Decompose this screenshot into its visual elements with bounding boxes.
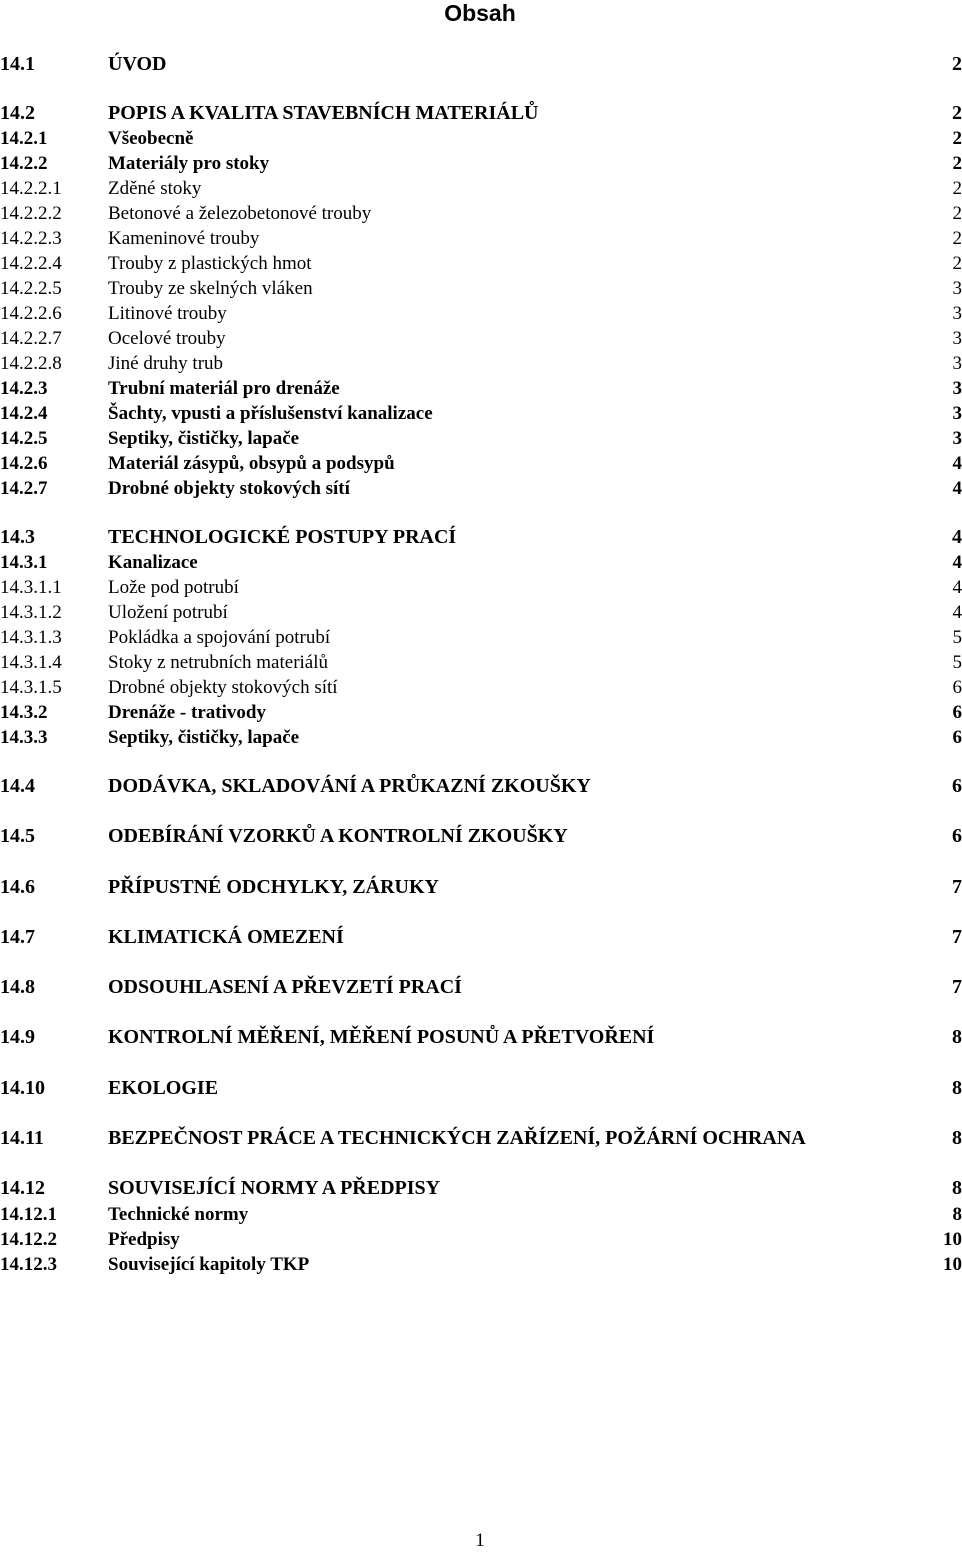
toc-entry-title: Technické normy — [108, 1202, 248, 1227]
toc-entry-page: 8 — [952, 1076, 962, 1101]
toc-entry-title: Ocelové trouby — [108, 326, 226, 351]
toc-entry-page: 8 — [953, 1202, 962, 1227]
toc-entry-page: 3 — [953, 301, 962, 326]
toc-entry-page: 6 — [953, 725, 962, 750]
toc-entry-number: 14.2.2.6 — [0, 301, 62, 326]
toc-entry-number: 14.12.3 — [0, 1252, 57, 1277]
toc-entry-number: 14.3.3 — [0, 725, 48, 750]
toc-entry-title: Zděné stoky — [108, 176, 201, 201]
toc-entry-title: Související kapitoly TKP — [108, 1252, 309, 1277]
toc-entry-title: ODSOUHLASENÍ A PŘEVZETÍ PRACÍ — [108, 975, 462, 1000]
toc-entry[interactable] — [0, 725, 962, 750]
toc-entry[interactable] — [0, 975, 962, 1000]
toc-entry[interactable] — [0, 650, 962, 675]
toc-entry-title: ODEBÍRÁNÍ VZORKŮ A KONTROLNÍ ZKOUŠKY — [108, 824, 568, 849]
toc-entry-page: 4 — [953, 550, 962, 575]
toc-entry-page: 3 — [953, 351, 962, 376]
toc-entry[interactable] — [0, 550, 962, 575]
toc-entry[interactable] — [0, 176, 962, 201]
toc-entry-title: PŘÍPUSTNÉ ODCHYLKY, ZÁRUKY — [108, 875, 439, 900]
toc-entry-title: Kanalizace — [108, 550, 198, 575]
toc-entry-title: Šachty, vpusti a příslušenství kanalizace — [108, 401, 433, 426]
toc-entry[interactable] — [0, 226, 962, 251]
toc-entry[interactable] — [0, 824, 962, 849]
toc-entry-title: Betonové a železobetonové trouby — [108, 201, 371, 226]
toc-entry-title: KONTROLNÍ MĚŘENÍ, MĚŘENÍ POSUNŮ A PŘETVOŘENÍ — [108, 1025, 654, 1050]
toc-entry-title: Uložení potrubí — [108, 600, 228, 625]
toc-entry-number: 14.8 — [0, 975, 35, 1000]
toc-entry-title: DODÁVKA, SKLADOVÁNÍ A PRŮKAZNÍ ZKOUŠKY — [108, 774, 591, 799]
toc-entry-title: Drobné objekty stokových sítí — [108, 476, 350, 501]
toc-entry[interactable] — [0, 251, 962, 276]
toc-entry-title: Materiály pro stoky — [108, 151, 269, 176]
toc-entry[interactable] — [0, 326, 962, 351]
toc-entry-page: 6 — [952, 824, 962, 849]
toc-entry-number: 14.3.1.2 — [0, 600, 62, 625]
toc-entry-number: 14.2.4 — [0, 401, 48, 426]
toc-entry-page: 3 — [953, 426, 962, 451]
toc-entry[interactable] — [0, 1202, 962, 1227]
toc-entry-title: POPIS A KVALITA STAVEBNÍCH MATERIÁLŮ — [108, 101, 538, 126]
toc-entry[interactable] — [0, 376, 962, 401]
toc-entry-title: Lože pod potrubí — [108, 575, 239, 600]
toc-entry[interactable] — [0, 401, 962, 426]
toc-entry-number: 14.3 — [0, 525, 35, 550]
toc-entry-number: 14.1 — [0, 52, 35, 77]
toc-entry-page: 6 — [953, 700, 962, 725]
toc-entry[interactable] — [0, 875, 962, 900]
toc-entry[interactable] — [0, 1126, 962, 1151]
toc-entry-page: 3 — [953, 326, 962, 351]
toc-entry-title: Kameninové trouby — [108, 226, 259, 251]
toc-entry[interactable] — [0, 101, 962, 126]
toc-entry[interactable] — [0, 276, 962, 301]
toc-entry[interactable] — [0, 351, 962, 376]
toc-entry-page: 2 — [953, 251, 962, 276]
toc-entry[interactable] — [0, 426, 962, 451]
toc-entry-title: ÚVOD — [108, 52, 167, 77]
toc-entry-page: 2 — [952, 52, 962, 77]
toc-entry-number: 14.2.2.2 — [0, 201, 62, 226]
toc-entry-page: 2 — [953, 126, 962, 151]
toc-entry-page: 7 — [952, 975, 962, 1000]
toc-entry-number: 14.2.7 — [0, 476, 48, 501]
toc-entry-page: 8 — [952, 1126, 962, 1151]
toc-entry-page: 4 — [953, 600, 962, 625]
toc-entry-title: BEZPEČNOST PRÁCE A TECHNICKÝCH ZAŘÍZENÍ, POŽÁRNÍ OCHRANA — [108, 1126, 806, 1151]
toc-entry-number: 14.3.2 — [0, 700, 48, 725]
toc-entry-number: 14.2.3 — [0, 376, 48, 401]
toc-entry[interactable] — [0, 925, 962, 950]
toc-entry-page: 3 — [953, 401, 962, 426]
toc-entry[interactable] — [0, 151, 962, 176]
toc-entry-number: 14.2.2.4 — [0, 251, 62, 276]
toc-entry[interactable] — [0, 1076, 962, 1101]
toc-entry-number: 14.2.2.3 — [0, 226, 62, 251]
toc-entry-number: 14.3.1 — [0, 550, 48, 575]
toc-entry-page: 3 — [953, 376, 962, 401]
toc-entry-number: 14.3.1.3 — [0, 625, 62, 650]
toc-entry-number: 14.7 — [0, 925, 35, 950]
toc-entry-page: 2 — [953, 151, 962, 176]
toc-entry-number: 14.2.1 — [0, 126, 48, 151]
toc-entry[interactable] — [0, 126, 962, 151]
toc-entry[interactable] — [0, 575, 962, 600]
toc-entry-title: Materiál zásypů, obsypů a podsypů — [108, 451, 395, 476]
toc-entry-page: 7 — [952, 875, 962, 900]
toc-entry-number: 14.5 — [0, 824, 35, 849]
toc-entry-title: Stoky z netrubních materiálů — [108, 650, 328, 675]
toc-entry[interactable] — [0, 476, 962, 501]
toc-entry-number: 14.2.5 — [0, 426, 48, 451]
toc-entry-title: Jiné druhy trub — [108, 351, 223, 376]
toc-entry-page: 8 — [952, 1176, 962, 1201]
toc-entry-title: Trouby ze skelných vláken — [108, 276, 313, 301]
toc-entry-page: 4 — [953, 451, 962, 476]
toc-entry-page: 3 — [953, 276, 962, 301]
toc-entry-page: 2 — [953, 201, 962, 226]
page-title: Obsah — [0, 0, 960, 26]
toc-entry[interactable] — [0, 201, 962, 226]
toc-entry-number: 14.3.1.1 — [0, 575, 62, 600]
toc-entry[interactable] — [0, 1252, 962, 1277]
toc-entry-number: 14.2.6 — [0, 451, 48, 476]
toc-entry-number: 14.12.1 — [0, 1202, 57, 1227]
toc-entry-page: 8 — [952, 1025, 962, 1050]
toc-entry-number: 14.2.2.1 — [0, 176, 62, 201]
toc-entry-page: 2 — [953, 226, 962, 251]
toc-entry-number: 14.6 — [0, 875, 35, 900]
toc-entry-title: Trouby z plastických hmot — [108, 251, 312, 276]
toc-entry-title: Septiky, čističky, lapače — [108, 426, 299, 451]
toc-entry-title: Drenáže - trativody — [108, 700, 266, 725]
toc-entry-page: 6 — [953, 675, 962, 700]
toc-entry[interactable] — [0, 525, 962, 550]
toc-entry-number: 14.2.2 — [0, 151, 48, 176]
toc-entry[interactable] — [0, 700, 962, 725]
toc-entry-page: 2 — [953, 176, 962, 201]
toc-entry-number: 14.2.2.5 — [0, 276, 62, 301]
toc-entry[interactable] — [0, 301, 962, 326]
toc-entry-page: 5 — [953, 650, 962, 675]
toc-entry-page: 4 — [953, 575, 962, 600]
toc-entry-page: 4 — [953, 476, 962, 501]
toc-entry[interactable] — [0, 625, 962, 650]
toc-entry-title: Předpisy — [108, 1227, 180, 1252]
toc-entry-page: 6 — [952, 774, 962, 799]
toc-entry-title: SOUVISEJÍCÍ NORMY A PŘEDPISY — [108, 1176, 440, 1201]
toc-entry-page: 2 — [952, 101, 962, 126]
toc-entry-title: Septiky, čističky, lapače — [108, 725, 299, 750]
toc-entry-number: 14.9 — [0, 1025, 35, 1050]
toc-entry-number: 14.2.2.7 — [0, 326, 62, 351]
toc-entry-number: 14.3.1.5 — [0, 675, 62, 700]
toc-entry-number: 14.11 — [0, 1126, 44, 1151]
toc-entry-title: EKOLOGIE — [108, 1076, 218, 1101]
toc-entry-number: 14.4 — [0, 774, 35, 799]
toc-entry-page: 7 — [952, 925, 962, 950]
toc-entry[interactable] — [0, 52, 962, 77]
toc-entry-number: 14.10 — [0, 1076, 45, 1101]
toc-entry-title: Trubní materiál pro drenáže — [108, 376, 340, 401]
toc-entry-number: 14.2.2.8 — [0, 351, 62, 376]
toc-entry[interactable] — [0, 774, 962, 799]
toc-entry-title: Drobné objekty stokových sítí — [108, 675, 338, 700]
toc-entry-number: 14.12.2 — [0, 1227, 57, 1252]
toc-entry[interactable] — [0, 675, 962, 700]
toc-entry-title: KLIMATICKÁ OMEZENÍ — [108, 925, 344, 950]
toc-entry-title: Litinové trouby — [108, 301, 227, 326]
toc-entry[interactable] — [0, 1176, 962, 1201]
toc-entry-title: TECHNOLOGICKÉ POSTUPY PRACÍ — [108, 525, 456, 550]
toc-entry-title: Všeobecně — [108, 126, 193, 151]
toc-entry-number: 14.3.1.4 — [0, 650, 62, 675]
toc-entry[interactable] — [0, 1025, 962, 1050]
toc-entry-page: 4 — [952, 525, 962, 550]
page-number: 1 — [0, 1529, 960, 1553]
toc-entry-number: 14.2 — [0, 101, 35, 126]
toc-entry[interactable] — [0, 451, 962, 476]
toc-entry[interactable] — [0, 1227, 962, 1252]
toc-entry-page: 10 — [943, 1252, 962, 1277]
toc-entry-page: 10 — [943, 1227, 962, 1252]
toc-entry-page: 5 — [953, 625, 962, 650]
toc-entry-number: 14.12 — [0, 1176, 45, 1201]
toc-entry-title: Pokládka a spojování potrubí — [108, 625, 330, 650]
toc-entry[interactable] — [0, 600, 962, 625]
